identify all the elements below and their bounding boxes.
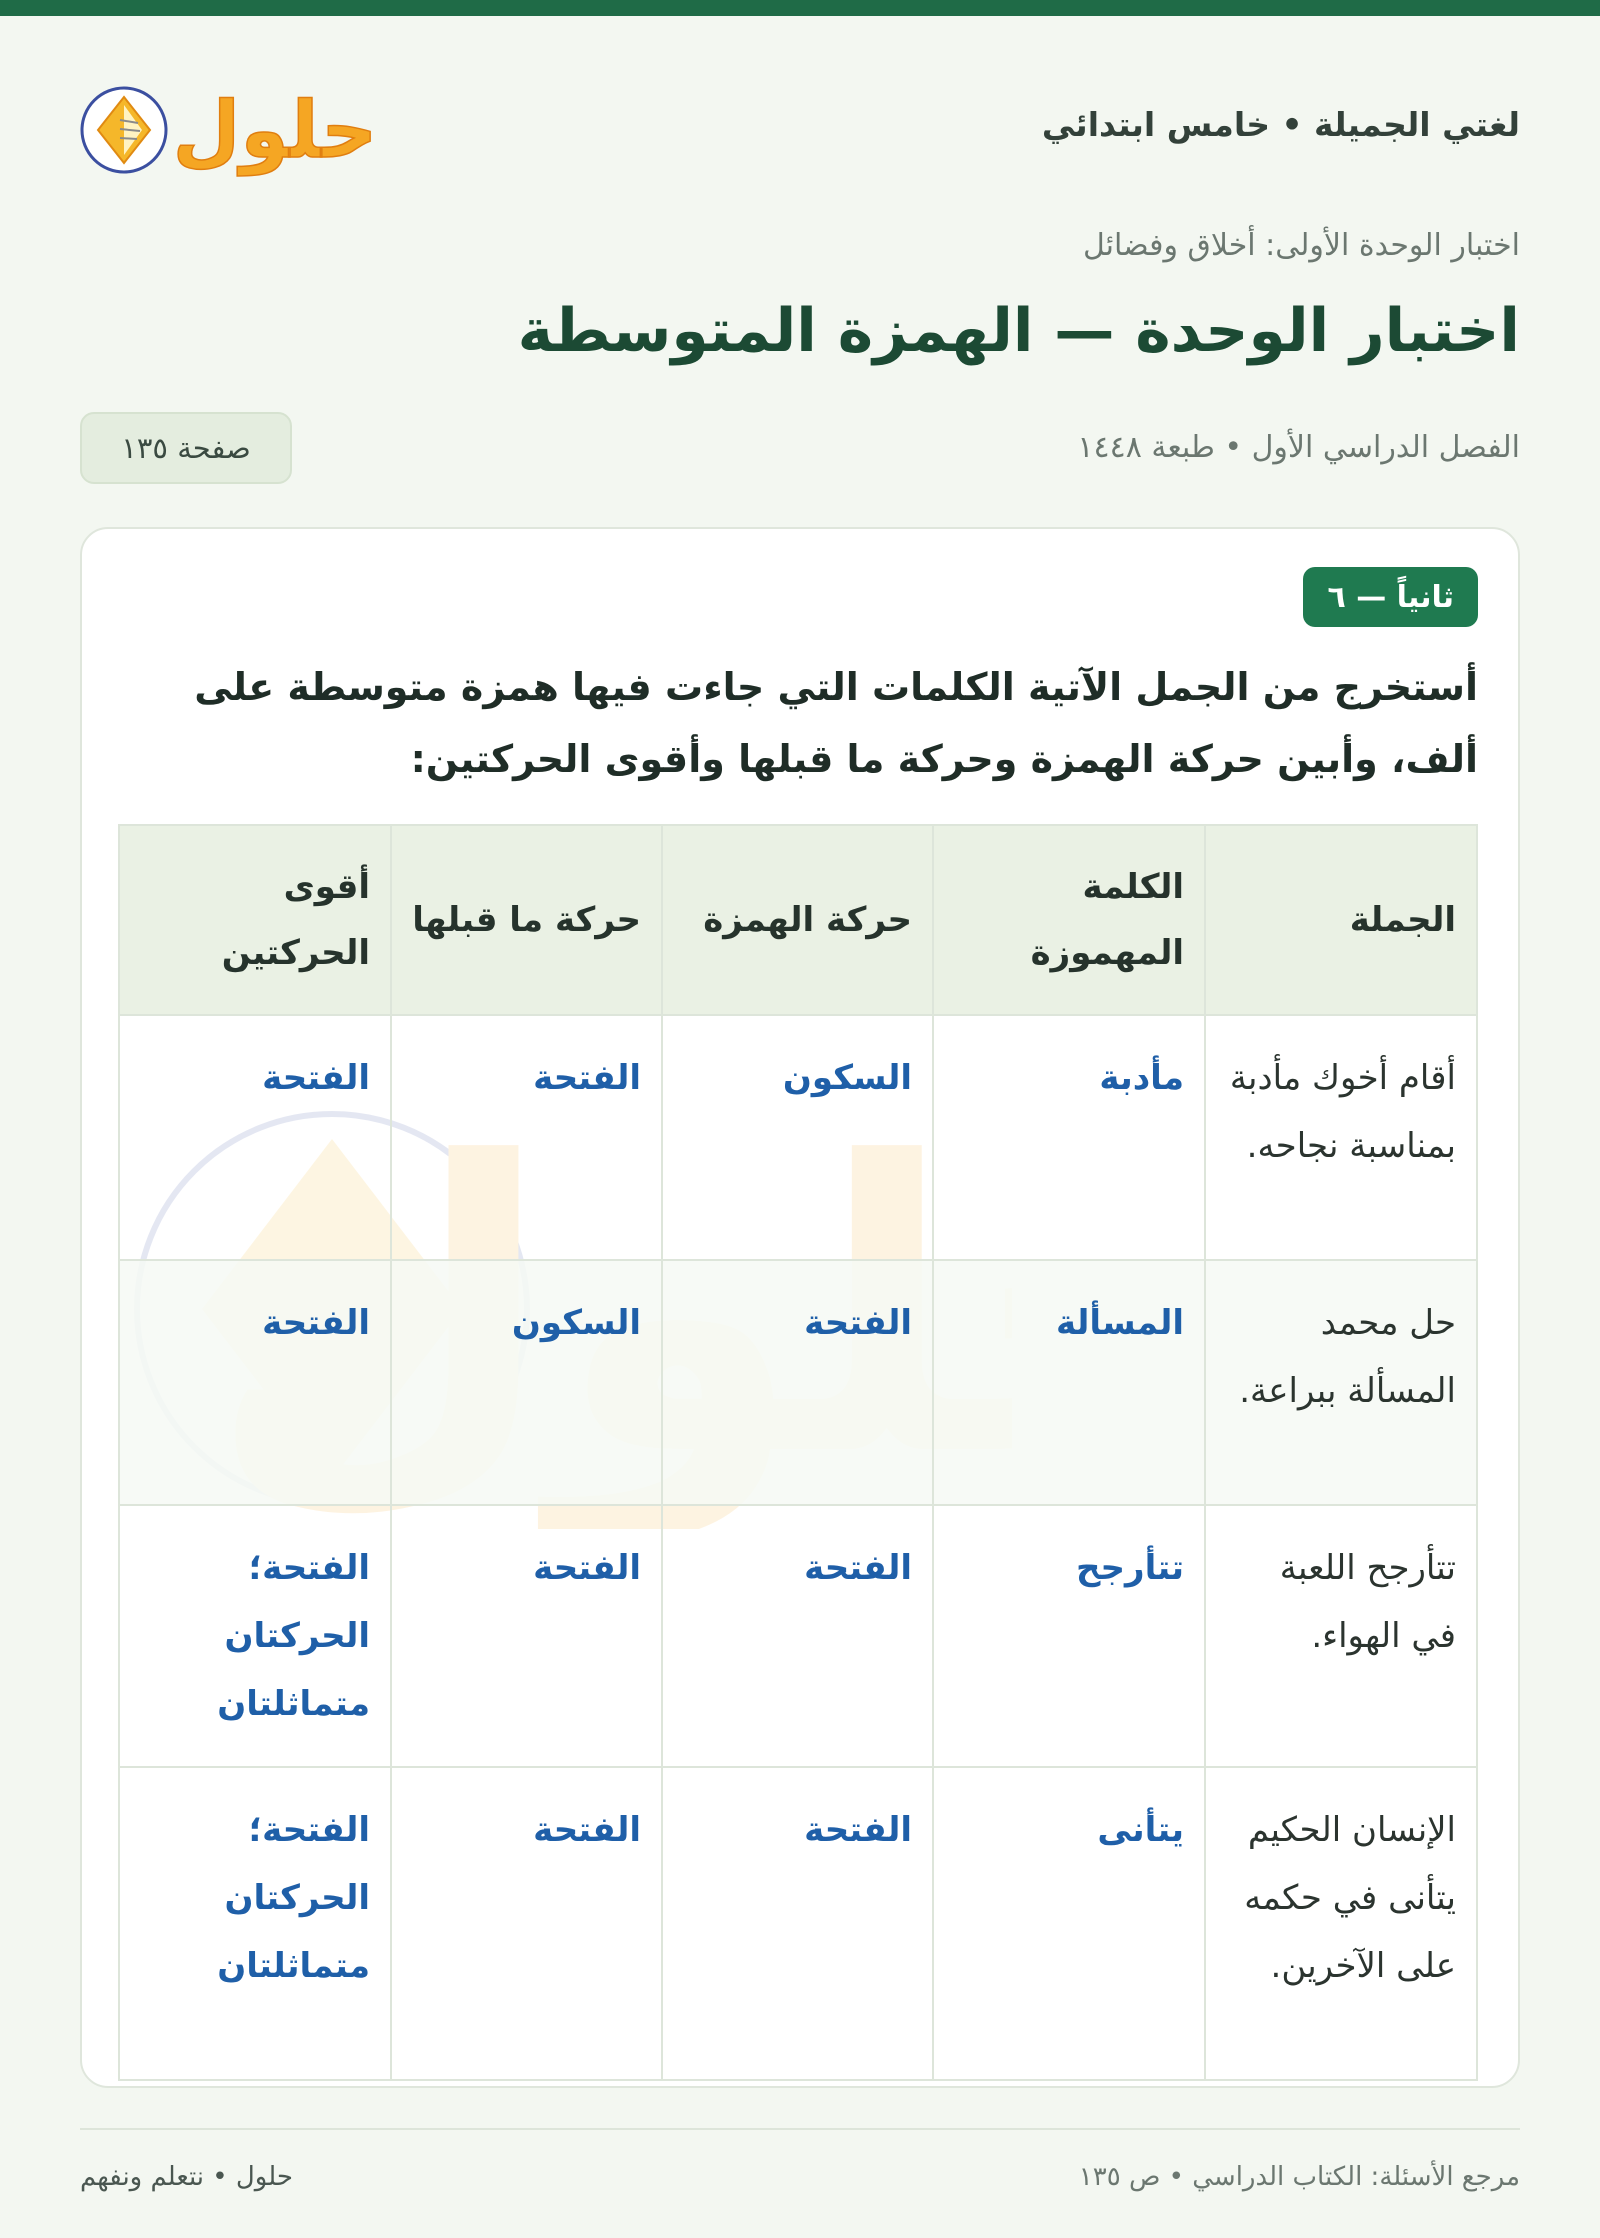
table-row [119,1505,1477,1767]
cell-stronger-vowel: الفتحة؛ الحركتان متماثلتان [119,1505,391,1767]
table-row [119,1015,1477,1260]
question-text: أستخرج من الجمل الآتية الكلمات التي جاءت فيها همزة متوسطة على ألف، وأبين حركة الهمزة وحركة ما قبلها وأقوى الحركتين: [194,665,1478,781]
footer-source: مرجع الأسئلة: الكتاب الدراسي • ص ١٣٥ [1078,2162,1520,2192]
header [80,75,1520,180]
header-sentence: الجملة [1205,825,1477,1015]
top-accent-bar [0,0,1600,16]
header-word: الكلمة المهموزة [933,825,1205,1015]
question-number-badge: ثانياً — ٦ [1303,567,1478,627]
cell-word: يتأنى [933,1767,1205,2080]
header-preceding-vowel: حركة ما قبلها [391,825,662,1015]
answers-table [118,824,1478,2081]
logo-text: حلول [172,86,378,176]
cell-word: تتأرجح [933,1505,1205,1767]
footer-divider [80,2128,1520,2130]
cell-preceding-vowel: السكون [391,1260,662,1505]
page-number-badge: صفحة ١٣٥ [80,412,292,484]
unit-subtitle: اختبار الوحدة الأولى: أخلاق وفضائل [1082,228,1520,263]
footer-tagline: حلول • نتعلم ونفهم [80,2162,293,2192]
hulul-logo[interactable] [80,75,380,180]
page-title: اختبار الوحدة — الهمزة المتوسطة [517,296,1520,366]
cell-word: مأدبة [933,1015,1205,1260]
cell-stronger-vowel: الفتحة [119,1015,391,1260]
cell-sentence: الإنسان الحكيم يتأنى في حكمه على الآخرين. [1205,1767,1477,2080]
cell-preceding-vowel: الفتحة [391,1015,662,1260]
cell-preceding-vowel: الفتحة [391,1505,662,1767]
brand-line: لغتي الجميلة • خامس ابتدائي [1041,105,1520,144]
edition-meta: الفصل الدراسي الأول • طبعة ١٤٤٨ [1077,430,1520,465]
cell-sentence: حل محمد المسألة ببراعة. [1205,1260,1477,1505]
question-card [80,527,1520,2088]
cell-word: المسألة [933,1260,1205,1505]
header-stronger-vowel: أقوى الحركتين [119,825,391,1015]
cell-hamza-vowel: الفتحة [662,1767,933,2080]
cell-hamza-vowel: الفتحة [662,1260,933,1505]
cell-stronger-vowel: الفتحة [119,1260,391,1505]
cell-stronger-vowel: الفتحة؛ الحركتان متماثلتان [119,1767,391,2080]
cell-sentence: تتأرجح اللعبة في الهواء. [1205,1505,1477,1767]
cell-sentence: أقام أخوك مأدبة بمناسبة نجاحه. [1205,1015,1477,1260]
cell-hamza-vowel: السكون [662,1015,933,1260]
header-hamza-vowel: حركة الهمزة [662,825,933,1015]
cell-hamza-vowel: الفتحة [662,1505,933,1767]
table-row [119,1260,1477,1505]
table-header-row [119,825,1477,1015]
table-row [119,1767,1477,2080]
cell-preceding-vowel: الفتحة [391,1767,662,2080]
